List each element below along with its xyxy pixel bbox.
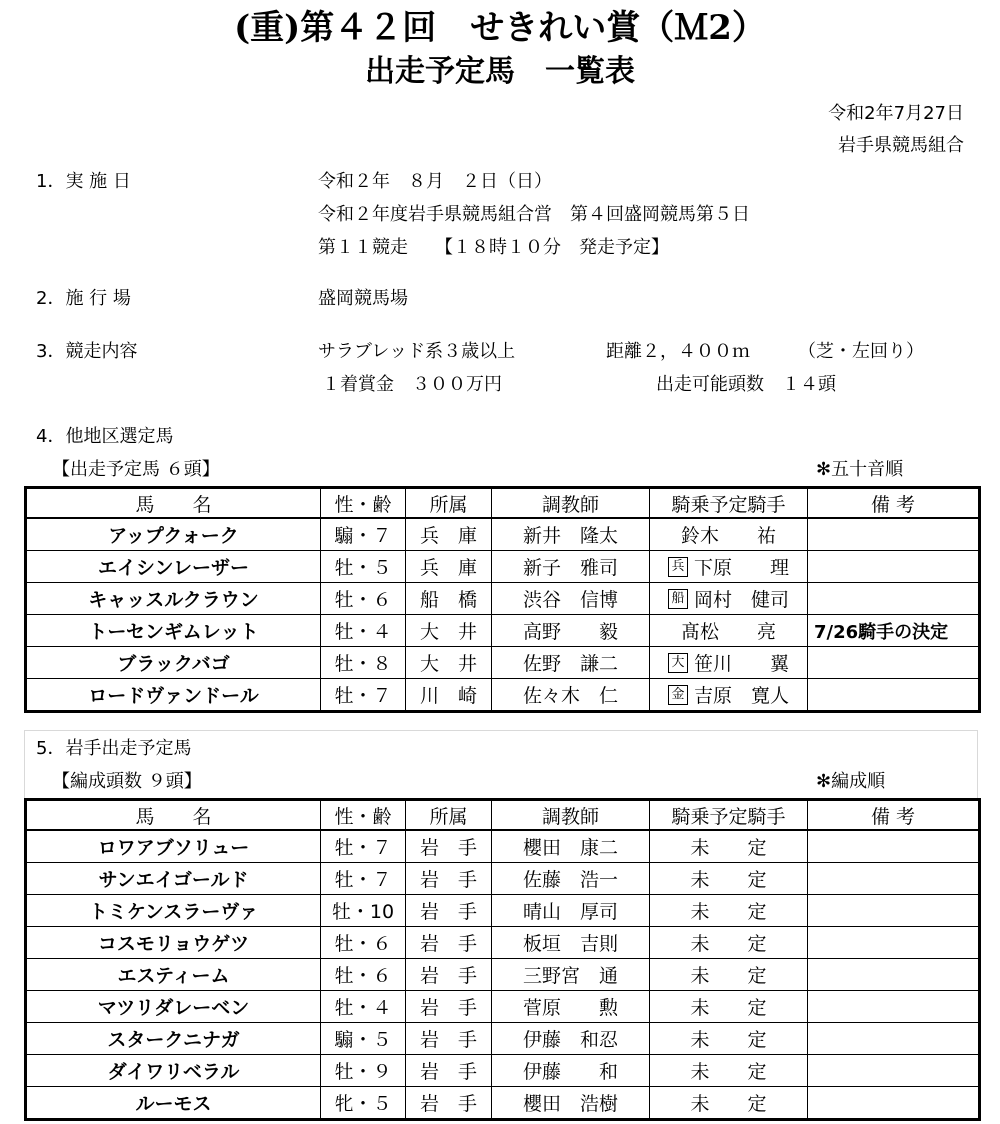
table-row [26, 830, 980, 863]
trainer: 佐野 謙二 [492, 647, 650, 679]
race-number: 第１１競走 【１８時１０分 発走予定】 [318, 237, 669, 258]
affiliation: 大 井 [406, 615, 492, 647]
trainer: 櫻田 康二 [492, 830, 650, 863]
horse-name: ロードヴァンドール [26, 679, 321, 712]
notes [808, 1055, 980, 1087]
horse-name: アップクォーク [26, 518, 321, 551]
notes [808, 679, 980, 712]
horse-name: エイシンレーザー [26, 551, 321, 583]
jockey-name: 笹川 翼 [693, 653, 789, 675]
jockey-name: 岡村 健司 [693, 589, 789, 611]
sex-age: 牡・８ [321, 647, 406, 679]
affiliation: 大 井 [406, 647, 492, 679]
affiliation: 船 橋 [406, 583, 492, 615]
horse-name: ブラックバゴ [26, 647, 321, 679]
horse-name: キャッスルクラウン [26, 583, 321, 615]
horse-name: スタークニナガ [26, 1023, 321, 1055]
trainer: 菅原 勲 [492, 991, 650, 1023]
header-affiliation: 所属 [406, 488, 492, 519]
horse-name: コスモリョウゲツ [26, 927, 321, 959]
jockey-affiliation-badge: 大 [668, 653, 688, 673]
sex-age: 牝・５ [321, 1087, 406, 1120]
trainer: 櫻田 浩樹 [492, 1087, 650, 1120]
table-row [26, 991, 980, 1023]
sex-age: 牡・９ [321, 1055, 406, 1087]
iwate-table [24, 798, 981, 1121]
affiliation: 兵 庫 [406, 551, 492, 583]
table-header-row [26, 488, 980, 519]
notes [808, 830, 980, 863]
table-row [26, 1087, 980, 1120]
other-region-table-body [26, 488, 980, 712]
sex-age: 牡・10 [321, 895, 406, 927]
jockey-name: 未 定 [690, 1093, 767, 1115]
sex-age: 牡・７ [321, 830, 406, 863]
horse-name: トミケンスラーヴァ [26, 895, 321, 927]
affiliation: 兵 庫 [406, 518, 492, 551]
section-4-order: ✻五十音順 [816, 459, 904, 480]
jockey [650, 1087, 808, 1120]
notes [808, 1087, 980, 1120]
header-jockey: 騎乗予定騎手 [650, 488, 808, 519]
section-5-order: ✻編成順 [816, 771, 886, 792]
notes [808, 959, 980, 991]
sex-age: 牡・４ [321, 991, 406, 1023]
jockey-name: 髙松 亮 [680, 621, 776, 643]
sex-age: 牡・７ [321, 863, 406, 895]
jockey-affiliation-badge: 兵 [668, 557, 688, 577]
affiliation: 岩 手 [406, 927, 492, 959]
table-header-row [26, 800, 980, 831]
horse-name: ダイワリベラル [26, 1055, 321, 1087]
jockey [650, 518, 808, 551]
first-prize: １着賞金 ３００万円 [322, 374, 502, 395]
jockey-name: 未 定 [690, 837, 767, 859]
jockey-name: 鈴木 祐 [680, 525, 776, 547]
jockey [650, 863, 808, 895]
race-distance: 距離２，４００ｍ [606, 341, 750, 362]
header-trainer: 調教師 [492, 800, 650, 831]
table-row [26, 895, 980, 927]
notes [808, 1023, 980, 1055]
jockey [650, 647, 808, 679]
trainer: 新井 隆太 [492, 518, 650, 551]
horse-name: トーセンギムレット [26, 615, 321, 647]
table-row [26, 583, 980, 615]
affiliation: 岩 手 [406, 863, 492, 895]
notes [808, 551, 980, 583]
page-subtitle: 出走予定馬 一覧表 [365, 54, 635, 89]
horse-name: エスティーム [26, 959, 321, 991]
organization: 岩手県競馬組合 [838, 135, 964, 156]
jockey [650, 830, 808, 863]
trainer: 新子 雅司 [492, 551, 650, 583]
sex-age: 牡・４ [321, 615, 406, 647]
header-jockey: 騎乗予定騎手 [650, 800, 808, 831]
table-row [26, 551, 980, 583]
horse-name: マツリダレーベン [26, 991, 321, 1023]
jockey-name: 未 定 [690, 1029, 767, 1051]
table-row [26, 518, 980, 551]
section-1-label: 1．実 施 日 [36, 171, 131, 192]
sex-age: 牡・６ [321, 959, 406, 991]
notes [808, 927, 980, 959]
jockey [650, 1023, 808, 1055]
table-row [26, 647, 980, 679]
header-trainer: 調教師 [492, 488, 650, 519]
race-class: サラブレッド系３歳以上 [318, 341, 516, 362]
affiliation: 岩 手 [406, 991, 492, 1023]
horse-name: サンエイゴールド [26, 863, 321, 895]
table-row [26, 863, 980, 895]
header-notes: 備 考 [808, 800, 980, 831]
issue-date: 令和2年7月27日 [828, 103, 964, 124]
header-horse: 馬 名 [26, 800, 321, 831]
notes [808, 518, 980, 551]
race-course: （芝・左回り） [798, 341, 924, 362]
table-row [26, 615, 980, 647]
max-runners: 出走可能頭数 １４頭 [656, 374, 836, 395]
trainer: 三野宮 通 [492, 959, 650, 991]
section-3-label: 3．競走内容 [36, 341, 138, 362]
notes [808, 863, 980, 895]
jockey [650, 959, 808, 991]
section-4-sublabel: 【出走予定馬 ６頭】 [52, 459, 220, 480]
sex-age: 騸・５ [321, 1023, 406, 1055]
sex-age: 牡・６ [321, 583, 406, 615]
notes [808, 583, 980, 615]
affiliation: 岩 手 [406, 1055, 492, 1087]
sex-age: 牡・７ [321, 679, 406, 712]
trainer: 伊藤 和忍 [492, 1023, 650, 1055]
trainer: 板垣 吉則 [492, 927, 650, 959]
trainer: 佐藤 浩一 [492, 863, 650, 895]
affiliation: 岩 手 [406, 895, 492, 927]
sex-age: 牡・６ [321, 927, 406, 959]
table-row [26, 1055, 980, 1087]
trainer: 渋谷 信博 [492, 583, 650, 615]
jockey [650, 927, 808, 959]
section-5-sublabel: 【編成頭数 ９頭】 [52, 771, 202, 792]
section-2-label: 2．施 行 場 [36, 288, 131, 309]
horse-name: ルーモス [26, 1087, 321, 1120]
jockey-name: 下原 理 [693, 557, 789, 579]
notes [808, 647, 980, 679]
jockey [650, 1055, 808, 1087]
section-4-label: 4．他地区選定馬 [36, 426, 174, 447]
header-sex-age: 性・齢 [321, 488, 406, 519]
sex-age: 牡・５ [321, 551, 406, 583]
jockey-affiliation-badge: 船 [668, 589, 688, 609]
notes [808, 991, 980, 1023]
jockey [650, 679, 808, 712]
iwate-table-body [26, 800, 980, 1120]
trainer: 晴山 厚司 [492, 895, 650, 927]
event-date: 令和２年 ８月 ２日（日） [318, 171, 552, 192]
trainer: 高野 毅 [492, 615, 650, 647]
jockey-affiliation-badge: 金 [668, 685, 688, 705]
affiliation: 岩 手 [406, 830, 492, 863]
venue: 盛岡競馬場 [318, 288, 408, 309]
other-region-table [24, 486, 981, 713]
notes [808, 895, 980, 927]
affiliation: 岩 手 [406, 1023, 492, 1055]
jockey-name: 吉原 寛人 [693, 685, 789, 707]
race-title: (重)第４２回 せきれい賞（Ｍ2） [234, 8, 766, 48]
jockey-name: 未 定 [690, 1061, 767, 1083]
section-5-label: 5．岩手出走予定馬 [36, 738, 192, 759]
table-row [26, 679, 980, 712]
table-row [26, 959, 980, 991]
header-notes: 備 考 [808, 488, 980, 519]
affiliation: 岩 手 [406, 1087, 492, 1120]
jockey [650, 583, 808, 615]
trainer: 伊藤 和 [492, 1055, 650, 1087]
affiliation: 川 崎 [406, 679, 492, 712]
horse-name: ロワアブソリュー [26, 830, 321, 863]
jockey-name: 未 定 [690, 869, 767, 891]
jockey [650, 991, 808, 1023]
jockey-name: 未 定 [690, 997, 767, 1019]
sex-age: 騸・７ [321, 518, 406, 551]
jockey [650, 615, 808, 647]
jockey [650, 551, 808, 583]
notes: 7/26騎手の決定 [808, 615, 980, 647]
trainer: 佐々木 仁 [492, 679, 650, 712]
jockey-name: 未 定 [690, 901, 767, 923]
header-horse: 馬 名 [26, 488, 321, 519]
table-row [26, 1023, 980, 1055]
affiliation: 岩 手 [406, 959, 492, 991]
table-row [26, 927, 980, 959]
meeting-info: 令和２年度岩手県競馬組合営 第４回盛岡競馬第５日 [318, 204, 750, 225]
header-sex-age: 性・齢 [321, 800, 406, 831]
header-affiliation: 所属 [406, 800, 492, 831]
jockey-name: 未 定 [690, 933, 767, 955]
jockey-name: 未 定 [690, 965, 767, 987]
jockey [650, 895, 808, 927]
